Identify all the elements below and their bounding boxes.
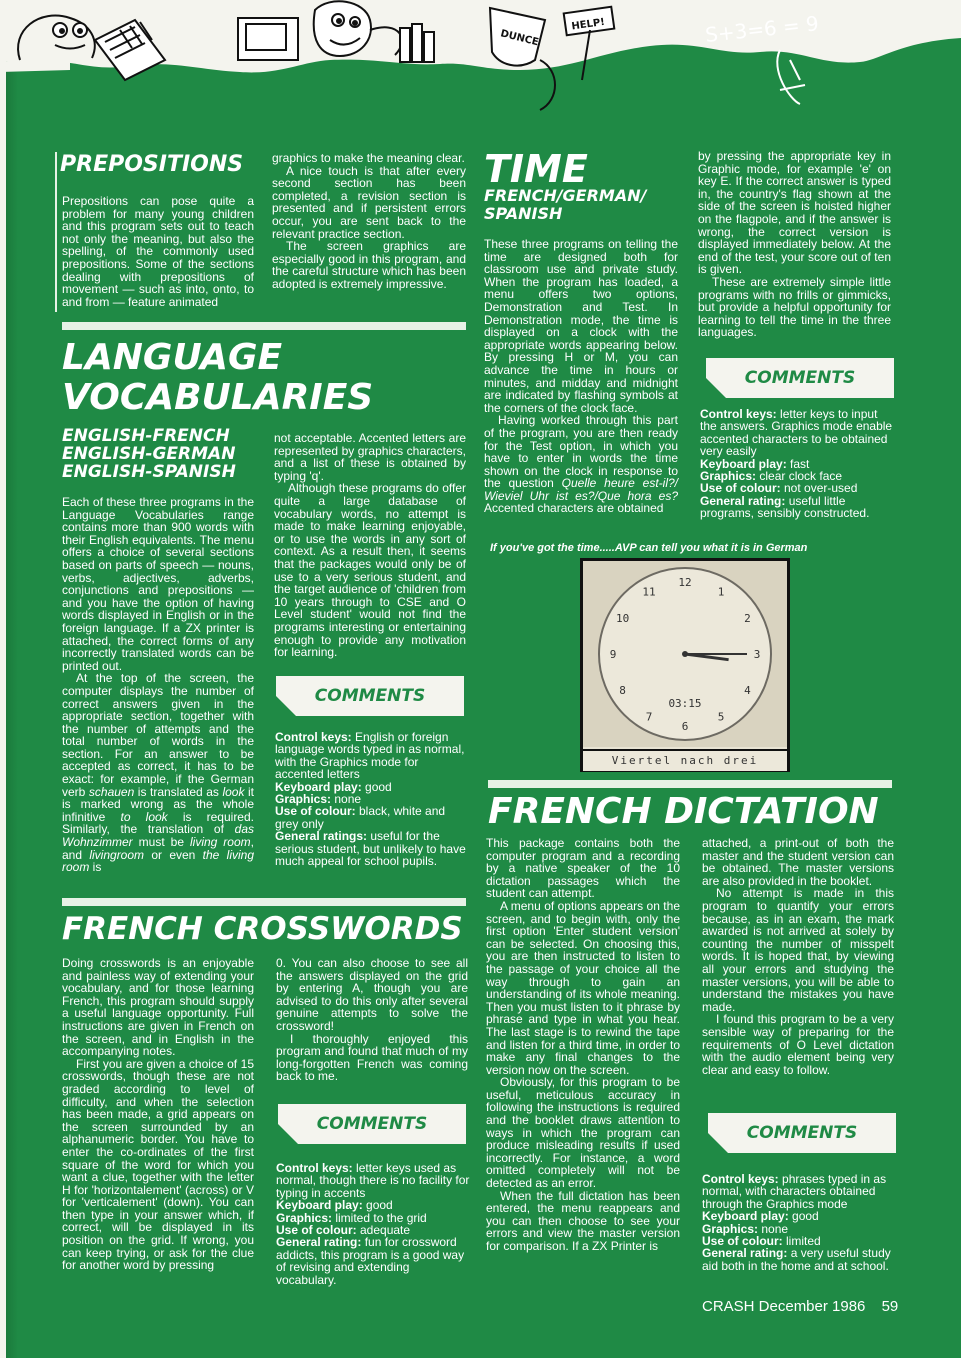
crosswords-specs xyxy=(276,1162,470,1286)
spec-value: not over-used xyxy=(780,481,858,496)
spec-key: General rating: xyxy=(276,1235,362,1250)
spec-key: General ratings: xyxy=(275,829,368,844)
spec-control-keys xyxy=(702,1173,896,1210)
paragraph: Doing crosswords is an enjoyable and painless way of extending your vocabulary, and for those learning French, this program should supply a useful language opportunity. Full instructions are given in French on the screen, and in English in the accompanying notes. xyxy=(62,956,254,1059)
dictation-title: FRENCH DICTATION xyxy=(488,791,879,832)
column-divider xyxy=(55,152,57,312)
crosswords-comments-badge xyxy=(278,1104,466,1144)
clock-screenshot xyxy=(580,558,790,772)
text-run: Having worked through this part of the program, you are then ready for the Test option, in which you have to enter in words the time shown on the clock in response to the question xyxy=(484,413,678,491)
text-run: is xyxy=(89,860,102,875)
time-comments-badge xyxy=(706,358,894,398)
clock-number: 1 xyxy=(717,585,725,599)
clock-number: 11 xyxy=(642,585,656,599)
spec-key: Graphics: xyxy=(275,792,332,807)
spec-value: English or foreign language words typed in as normal, with the Graphics mode for accented letters xyxy=(275,730,465,782)
spec-key: Graphics: xyxy=(702,1221,759,1236)
crosswords-title: FRENCH CROSSWORDS xyxy=(62,911,463,947)
paragraph: 0. You can also choose to see all the answers displayed on the grid by entering A, though you are advised to do this only after several genuine attempts to solve the crossword! xyxy=(276,956,468,1033)
clock-words: Viertel nach drei xyxy=(583,749,787,771)
magazine-issue: CRASH December 1986 xyxy=(702,1298,866,1315)
spec-general-rating xyxy=(700,495,894,520)
spec-value: useful for the serious student, but unlikely to have much appeal for school pupils. xyxy=(275,829,466,869)
time-subtitle-2: SPANISH xyxy=(484,204,563,223)
spec-key: Use of colour: xyxy=(700,481,781,496)
time-specs xyxy=(700,408,894,520)
section-rule xyxy=(62,322,466,330)
spec-general-ratings xyxy=(275,830,467,867)
language-title-2: VOCABULARIES xyxy=(62,377,374,418)
spec-value: clear clock face xyxy=(756,469,843,484)
spec-value: limited to the grid xyxy=(332,1210,427,1225)
paragraph: A menu of options appears on the screen, and to begin with, only the first option 'Enter student version' can be selected. On choosing this, you are then instructed to listen to the passage of your choice all the way through to gain an understanding of its whole meaning. Then you must listen to it phrase by phrase and type in what you hear. The last stage is to rewind the tape and listen for a third time, in order to make any final changes to the version now on the screen. xyxy=(486,898,680,1077)
time-column-2 xyxy=(698,150,891,339)
clock-number: 7 xyxy=(645,710,653,724)
paragraph: I found this program to be a very sensible way of preparing for the requirements of O Level dictation with the audio element being very clear and easy to follow. xyxy=(702,1012,894,1077)
spec-key: Control keys: xyxy=(276,1161,353,1175)
language-column-1 xyxy=(62,496,254,874)
paragraph: This package contains both the computer program and a recording by a native speaker of the 10 dictation passages which the student can attempt. xyxy=(486,836,680,901)
cartoon-banner xyxy=(0,0,961,150)
spec-value: good xyxy=(788,1209,819,1224)
spec-general-rating xyxy=(276,1236,470,1286)
spec-key: Control keys: xyxy=(702,1172,779,1186)
spec-value: none xyxy=(758,1221,789,1236)
italic-run: das Wohnzimmer xyxy=(62,822,254,850)
text-run: is required. Similarly, the translation of xyxy=(62,809,254,837)
italic-run: to look xyxy=(120,809,168,824)
spec-value: letter keys to input the answers. Graphics mode enable accented characters to be obtained very easily xyxy=(700,407,893,459)
language-specs xyxy=(275,731,467,867)
spec-value: good xyxy=(362,1198,393,1213)
clock-number: 3 xyxy=(753,648,761,661)
spec-key: Use of colour: xyxy=(276,1223,357,1238)
crosswords-column-2 xyxy=(276,957,468,1083)
dictation-comments-badge xyxy=(708,1113,896,1153)
clock-digital-readout: 03:15 xyxy=(668,697,702,710)
spec-value: fast xyxy=(786,456,810,471)
clock-number: 5 xyxy=(717,710,725,724)
spec-key: Keyboard play: xyxy=(700,456,787,471)
paragraph: by pressing the appropriate key in Graphic mode, for example 'e' on key E. If the correct answer is typed in, the country's flag shown at the side of the screen is hoisted higher on the flagpole, and if the answer is wrong, the correct version is displayed immediately below. At the end of the test, your score out of ten is given. xyxy=(698,149,891,277)
text-run: At the top of the screen, the computer displays the number of correct answers given in the appropriate section, together with the number of attempts and the total number of words in the section. For an answer to be accepted as correct, it has to be exact: for example, if the German verb xyxy=(62,671,254,799)
text-run: or even xyxy=(144,847,203,862)
paragraph: No attempt is made in this program to quantify your errors because, as in an exam, the mark awarded is not arrived at solely by counting the number of misspelt words. It is hoped that, by viewing all your errors and studying the master versions, you will be able to understand the mistakes you have made. xyxy=(702,886,894,1014)
italic-run: Quelle heure est-il?/ Wieviel Uhr ist es?/Que hora es? xyxy=(484,476,679,503)
clock-number: 10 xyxy=(615,612,630,625)
paragraph: Each of these three programs in the Language Vocabularies range contains more than 900 words with their English equivalents. The menu offers a choice of several sections based on parts of speech — nouns, verbs, adjectives, adverbs, conjunctions and prepositions — and you have the option of having words displayed in English or in the foreign language. If a ZX printer is attached, the correct forms of any incorrectly translated words can be printed out. xyxy=(62,495,254,673)
help-sign-label: HELP! xyxy=(570,16,606,33)
time-subtitle-1: FRENCH/GERMAN/ xyxy=(484,186,647,205)
italic-run: living room xyxy=(189,835,251,850)
comments-label: COMMENTS xyxy=(316,1114,428,1134)
spec-value: letter keys used as normal, though there is no facility for typing in accents xyxy=(276,1161,470,1200)
paragraph: The screen graphics are especially good in this program, and the careful structure which has been adopted is extremely impressive. xyxy=(272,239,466,291)
language-column-2 xyxy=(274,432,466,659)
spec-value: good xyxy=(361,779,392,794)
spec-value: useful little programs, sensibly constructed. xyxy=(700,493,870,521)
language-subtitle-2: ENGLISH-GERMAN xyxy=(62,444,236,464)
paragraph: Although these programs do offer quite a large database of vocabulary words, no attempt is made to make learning enjoyable, or to use the words in any sort of context. As a result then, it seems that the packages would only be of use to a very serious student, and the target audience of 'children from 10 years through to CSE and O Level student' would not find the programs interesting or entertaining enough to provide any motivation for learning. xyxy=(274,481,466,660)
spec-value: black, white and grey only xyxy=(275,804,446,831)
spec-control-keys xyxy=(276,1162,470,1199)
paragraph: First you are given a choice of 15 crosswords, though these are not graded according to level of difficulty, and when the selection has been made, a grid appears on the screen surrounded by an alphanumeric border. You have to enter the co-ordinates of the first square of the word for which you want a clue, together with the letter H for 'horizontalement' (across) or V for 'verticalement' (down). You can then type in your answer which, if correct, will be displayed in its position on the grid. If wrong, you can keep trying, or ask for the clue for another word by pressing xyxy=(62,1056,254,1273)
clock-number: 9 xyxy=(609,648,617,661)
spec-key: Use of colour: xyxy=(275,804,356,819)
spec-control-keys xyxy=(275,731,467,781)
language-subtitle-3: ENGLISH-SPANISH xyxy=(62,462,236,482)
text-run: Accented characters are obtained xyxy=(484,501,664,516)
spec-key: Control keys: xyxy=(700,407,777,421)
spec-key: Control keys: xyxy=(275,730,352,744)
spec-key: Graphics: xyxy=(276,1210,333,1225)
spec-control-keys xyxy=(700,408,894,458)
spec-value: adequate xyxy=(356,1223,411,1238)
spec-key: Keyboard play: xyxy=(276,1198,363,1213)
paragraph: Prepositions can pose quite a problem for many young children and this program sets out to teach not only the meaning, but also the spelling, of the commonly used prepositions. Some of the sections dealing with prepositions of movement — such as into, onto, to and from — feature animated xyxy=(62,194,254,309)
italic-run: livingroom xyxy=(89,847,145,862)
spec-key: General rating: xyxy=(702,1246,788,1261)
page-number: 59 xyxy=(881,1298,899,1315)
italic-run: look xyxy=(222,784,245,799)
spec-key: Graphics: xyxy=(700,469,757,484)
spec-key: Use of colour: xyxy=(702,1234,783,1249)
clock-number: 12 xyxy=(678,576,692,589)
dictation-specs xyxy=(702,1173,896,1272)
paragraph: I thoroughly enjoyed this program and found that much of my long-forgotten French was coming back to me. xyxy=(276,1031,468,1084)
section-rule xyxy=(488,780,892,788)
spec-general-rating xyxy=(702,1247,896,1272)
paragraph: These are extremely simple little programs with no frills or gimmicks, but provide a helpful opportunity for learning to tell the time in the three languages. xyxy=(698,274,891,340)
paragraph: graphics to make the meaning clear. xyxy=(272,151,465,165)
spec-value: a very useful study aid both in the home and at school. xyxy=(702,1246,891,1273)
magazine-footer xyxy=(702,1298,898,1315)
prepositions-column-2 xyxy=(272,152,466,291)
clock-number: 4 xyxy=(744,684,751,697)
dunce-label: DUNCE xyxy=(499,28,540,49)
section-rule xyxy=(62,898,466,906)
clock-number: 6 xyxy=(681,720,689,733)
spec-value: none xyxy=(331,792,362,807)
clock-number: 2 xyxy=(744,612,751,625)
text-run: must be xyxy=(132,835,190,850)
dictation-column-2 xyxy=(702,837,894,1076)
text-run: it is marked wrong as the whole infinitive xyxy=(62,784,255,824)
spec-key: General rating: xyxy=(700,493,786,508)
language-comments-badge xyxy=(276,676,464,716)
spec-key: Keyboard play: xyxy=(702,1209,789,1224)
time-column-1 xyxy=(484,238,678,515)
comments-label: COMMENTS xyxy=(744,368,856,388)
paragraph: A nice touch is that after every second section has been completed, a revision section is presented and if persistent errors occur, you are sent back to the relevant practice section. xyxy=(272,163,466,241)
paragraph: not acceptable. Accented letters are represented by graphics characters, and a list of these is obtained by typing 'q'. xyxy=(274,431,466,483)
italic-run: the living room xyxy=(62,847,254,875)
banner-illustration xyxy=(0,0,961,150)
spec-value: fun for crossword addicts, this program is a good way of revising and extending vocabulary. xyxy=(276,1235,465,1287)
time-title: TIME xyxy=(484,147,588,191)
spec-value: phrases typed in as normal, with characters obtained through the Graphics mode xyxy=(702,1172,887,1211)
paragraph: These three programs on telling the time are designed both for classroom use and private study. When the program has loaded, a menu offers two options, Demonstration and Test. In Demonstration mode, the time is displayed on a clock with the appropriate words appearing below. By pressing H or M, you can advance the time in hours or minutes, and midday and midnight are indicated by flashing symbols at the corners of the clock face. xyxy=(484,237,678,415)
chalk-equation: S+3=6 = 9 xyxy=(704,11,820,47)
paragraph: attached, a print-out of both the master and the student version can be obtained. The master versions are also provided in the booklet. xyxy=(702,836,894,888)
paragraph: When the full dictation has been entered, the menu reappears and you can then choose to see your errors and view the master version for comparison. If a ZX Printer is xyxy=(486,1188,680,1253)
clock-number: 8 xyxy=(619,684,626,697)
paragraph xyxy=(62,672,254,874)
text-run: , and xyxy=(62,835,254,862)
clock-caption: If you've got the time.....AVP can tell you what it is in German xyxy=(490,542,808,554)
prepositions-title: PREPOSITIONS xyxy=(60,152,244,177)
spec-value: limited xyxy=(782,1234,821,1249)
spec-use-of-colour xyxy=(275,805,467,830)
crosswords-column-1 xyxy=(62,957,254,1272)
comments-label: COMMENTS xyxy=(314,686,426,706)
dictation-column-1 xyxy=(486,837,680,1253)
language-subtitle-1: ENGLISH-FRENCH xyxy=(62,426,230,446)
comments-label: COMMENTS xyxy=(746,1123,858,1143)
spec-key: Keyboard play: xyxy=(275,779,362,794)
paragraph xyxy=(484,414,678,515)
language-title-1: LANGUAGE xyxy=(62,337,283,378)
prepositions-column-1 xyxy=(62,195,254,308)
paragraph: Obviously, for this program to be useful, meticulous accuracy in following the instructions is required and the booklet draws attention to ways in which the program can produce misleading results if used incorrectly. For instance, a word omitted completely will not be detected as an error. xyxy=(486,1075,680,1191)
page-spine xyxy=(0,0,18,1358)
clock-face xyxy=(583,561,787,747)
text-run: is translated as xyxy=(134,784,223,799)
italic-run: schauen xyxy=(88,784,135,799)
